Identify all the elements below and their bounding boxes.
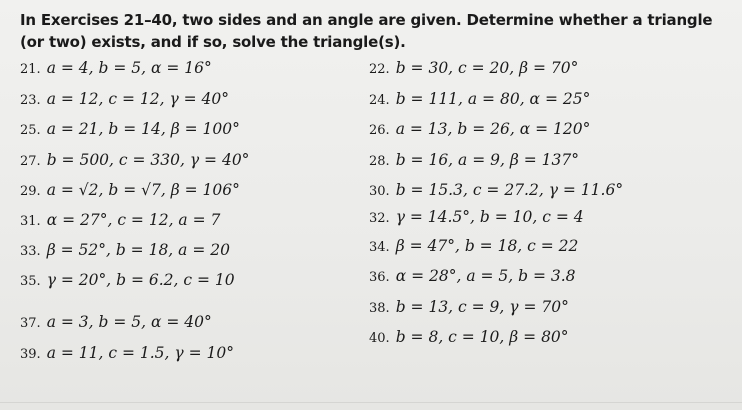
exercise-number: 26. xyxy=(369,123,390,138)
exercise-number: 33. xyxy=(20,244,41,259)
exercise-item xyxy=(369,119,590,141)
exercise-expression: β = 52°, b = 18, a = 20 xyxy=(46,241,230,259)
exercise-item xyxy=(20,180,240,202)
exercise-expression: a = 3, b = 5, α = 40° xyxy=(46,313,212,331)
exercise-expression: b = 15.3, c = 27.2, γ = 11.6° xyxy=(395,181,624,199)
exercise-item xyxy=(369,180,623,202)
exercise-number: 36. xyxy=(369,270,390,285)
exercise-item xyxy=(20,119,240,141)
exercise-item xyxy=(20,58,212,80)
page-divider xyxy=(0,402,742,403)
exercise-number: 30. xyxy=(369,184,390,199)
exercise-expression: b = 13, c = 9, γ = 70° xyxy=(395,298,569,316)
exercise-expression: b = 30, c = 20, β = 70° xyxy=(395,59,579,77)
exercise-item xyxy=(369,236,578,258)
exercise-expression: a = 4, b = 5, α = 16° xyxy=(46,59,212,77)
exercise-number: 27. xyxy=(20,154,41,169)
exercise-number: 25. xyxy=(20,123,41,138)
exercise-expression: a = √2, b = √7, β = 106° xyxy=(46,181,240,199)
exercise-item xyxy=(20,343,234,365)
exercise-item xyxy=(369,207,584,229)
exercise-number: 40. xyxy=(369,331,390,346)
exercise-item xyxy=(20,240,230,262)
exercise-item xyxy=(369,327,569,349)
exercise-number: 22. xyxy=(369,62,390,77)
exercise-item xyxy=(369,89,590,111)
exercise-number: 28. xyxy=(369,154,390,169)
exercise-expression: β = 47°, b = 18, c = 22 xyxy=(395,237,579,255)
exercise-number: 21. xyxy=(20,62,41,77)
exercise-item xyxy=(20,150,249,172)
exercise-expression: α = 27°, c = 12, a = 7 xyxy=(46,211,221,229)
exercise-item xyxy=(369,297,569,319)
exercise-expression: γ = 20°, b = 6.2, c = 10 xyxy=(46,271,235,289)
exercise-expression: b = 16, a = 9, β = 137° xyxy=(395,151,579,169)
exercise-number: 23. xyxy=(20,93,41,108)
exercise-instructions: In Exercises 21–40, two sides and an angle are given. Determine whether a triangle (or two) exists, and if so, solve the triangle(s). xyxy=(20,11,713,51)
exercise-expression: a = 11, c = 1.5, γ = 10° xyxy=(46,344,234,362)
exercise-expression: b = 8, c = 10, β = 80° xyxy=(395,328,569,346)
exercise-number: 31. xyxy=(20,214,41,229)
exercise-item xyxy=(20,89,229,111)
exercise-expression: α = 28°, a = 5, b = 3.8 xyxy=(395,267,576,285)
exercise-number: 34. xyxy=(369,240,390,255)
exercise-item xyxy=(20,210,220,232)
exercise-number: 24. xyxy=(369,93,390,108)
exercise-expression: γ = 14.5°, b = 10, c = 4 xyxy=(395,208,584,226)
exercise-number: 39. xyxy=(20,347,41,362)
exercise-number: 37. xyxy=(20,316,41,331)
exercise-item xyxy=(369,266,576,288)
exercise-item xyxy=(20,312,212,334)
exercise-expression: b = 500, c = 330, γ = 40° xyxy=(46,151,250,169)
exercise-number: 29. xyxy=(20,184,41,199)
exercise-expression: b = 111, a = 80, α = 25° xyxy=(395,90,591,108)
exercise-item xyxy=(369,58,578,80)
exercise-number: 35. xyxy=(20,274,41,289)
exercise-number: 32. xyxy=(369,211,390,226)
exercise-item xyxy=(369,150,579,172)
exercise-item xyxy=(20,270,235,292)
exercise-expression: a = 12, c = 12, γ = 40° xyxy=(46,90,230,108)
exercise-number: 38. xyxy=(369,301,390,316)
exercise-expression: a = 13, b = 26, α = 120° xyxy=(395,120,591,138)
exercise-expression: a = 21, b = 14, β = 100° xyxy=(46,120,240,138)
